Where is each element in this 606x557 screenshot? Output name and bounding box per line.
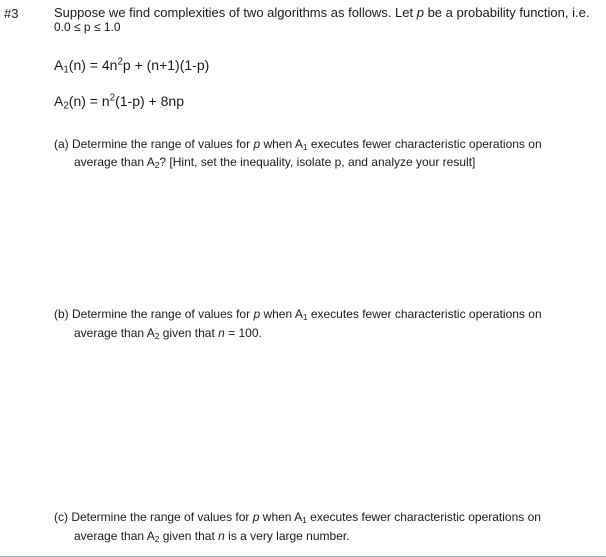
intro-line: Suppose we find complexities of two algorithms as follows. Let p be a probability function, i.e. (54, 5, 590, 20)
probability-range: 0.0 ≤ p ≤ 1.0 (54, 20, 121, 34)
part-b-question-line1: (b) Determine the range of values for p when $A_1$ executes fewer characteristic operations on (54, 307, 542, 323)
part-c-question-line2: average than $A_2$ given that n is a very large number. (74, 529, 350, 545)
equation-a2: $A_2(n) = n^2(1-p) + 8np$ (54, 92, 184, 112)
part-a-question-line2: average than $A_2$? [Hint, set the inequality, isolate p, and analyze your result] (74, 155, 476, 171)
part-a-question-line1: (a) Determine the range of values for p when $A_1$ executes fewer characteristic operations on (54, 137, 542, 153)
equation-a1: $A_1(n) = 4n^2p + (n+1)(1-p)$ (54, 56, 210, 76)
problem-number: #3 (4, 6, 19, 21)
part-b-question-line2: average than $A_2$ given that n = 100. (74, 326, 262, 342)
part-c-question-line1: (c) Determine the range of values for p when $A_1$ executes fewer characteristic operations on (54, 510, 541, 526)
